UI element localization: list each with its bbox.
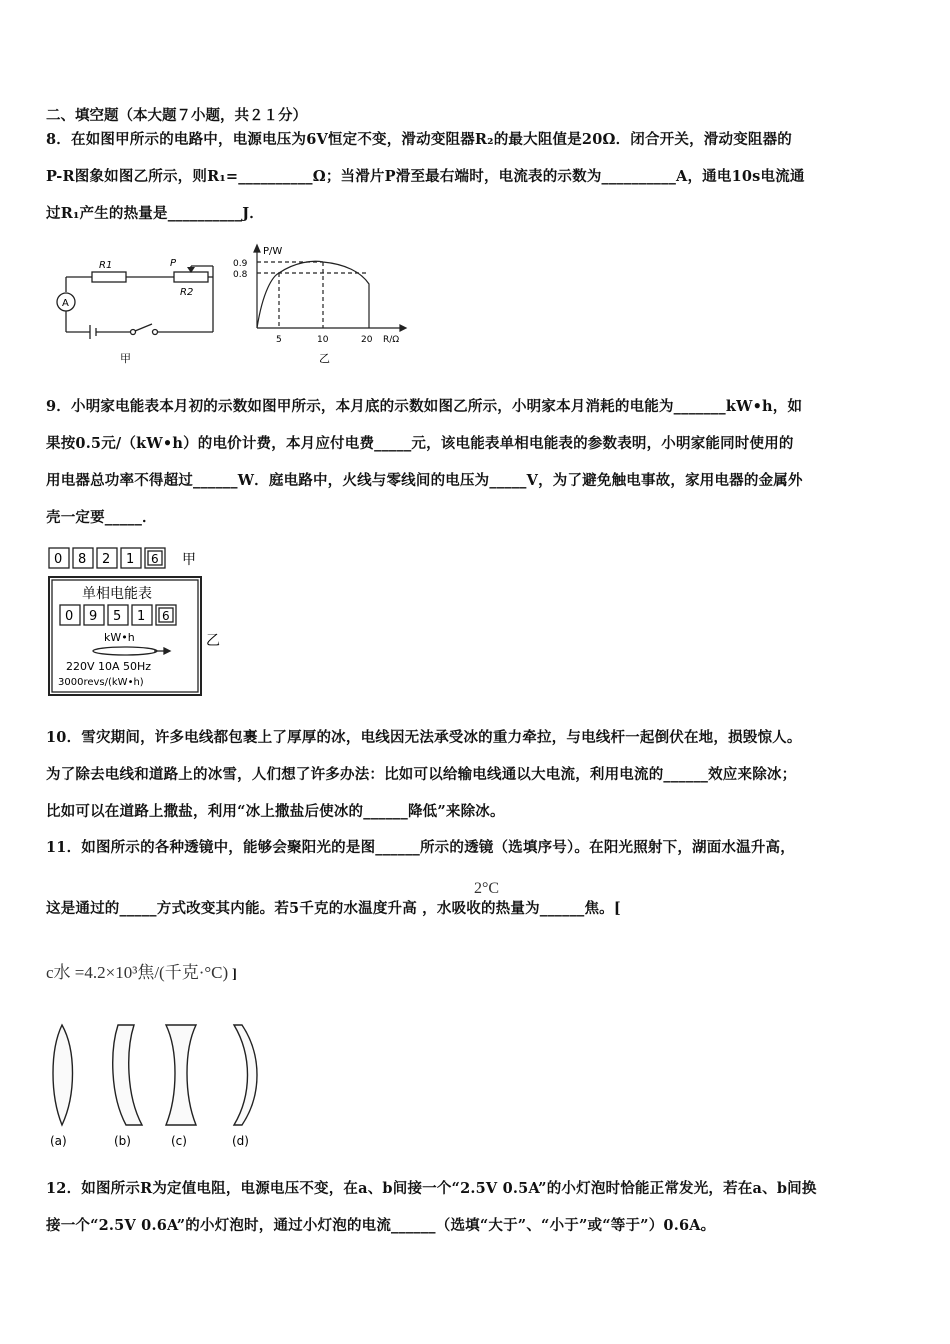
slider-p-label: P (170, 258, 177, 269)
ammeter-label: A (62, 298, 69, 309)
graph-xtick-20: 20 (361, 335, 373, 345)
meter-yi-title: 单相电能表 (82, 586, 152, 602)
lens-a (53, 1025, 73, 1125)
q10-line-1: 10．雪灾期间，许多电线都包裹上了厚厚的冰，电线因无法承受冰的重力牵拉，与电线杆一起倒伏在地，损毁惊人。 (46, 729, 802, 746)
temperature-rise: 2°C (474, 880, 500, 897)
q9-line-3: 用电器总功率不得超过______W．庭电路中，火线与零线间的电压为_____V，为了避免触电事故，家用电器的金属外 (46, 472, 803, 489)
meter-yi-digit-4: 1 (137, 609, 146, 624)
circuit-diagram (48, 252, 223, 367)
q8-line-2: P-R图象如图乙所示，则R₁=__________Ω；当滑片P滑至最右端时，电流表的示数为__________A，通电10s电流通 (46, 168, 805, 185)
lens-label-a: (a) (50, 1134, 67, 1148)
q11-line-1: 11．如图所示的各种透镜中，能够会聚阳光的是图______所示的透镜（选填序号）。在阳光照射下，湖面水温升高， (46, 839, 795, 856)
specific-heat-formula (46, 958, 237, 983)
lens-label-c: (c) (171, 1134, 187, 1148)
meter-jia-label: 甲 (182, 552, 196, 568)
formula-close-bracket: ] (232, 967, 237, 982)
pr-graph (225, 242, 420, 367)
meter-jia-digit-1: 0 (54, 552, 63, 567)
meter-yi-label: 乙 (206, 633, 220, 649)
meter-jia-digit-4: 1 (126, 552, 135, 567)
meter-yi-digit-1: 0 (65, 609, 74, 624)
graph-ytick-0-8: 0.8 (233, 270, 248, 280)
graph-caption: 乙 (319, 352, 330, 365)
specific-heat-text: c水 =4.2×10³焦/(千克·°C) (46, 963, 229, 982)
lens-b (113, 1025, 142, 1125)
meter-yi-unit: kW•h (104, 631, 135, 644)
q11-line-2: 这是通过的_____方式改变其内能。若5千克的水温度升高 ，水吸收的热量为______焦。[ (46, 900, 621, 917)
q12-line-2: 接一个“2.5V 0.6A”的小灯泡时，通过小灯泡的电流______（选填“大于”、“小于”或“等于”）0.6A。 (46, 1217, 716, 1234)
q9-line-1: 9．小明家电能表本月初的示数如图甲所示，本月底的示数如图乙所示，小明家本月消耗的电能为_______kW•h，如 (46, 398, 803, 415)
q10-line-2: 为了除去电线和道路上的冰雪，人们想了许多办法：比如可以给输电线通以大电流，利用电流的______效应来除冰； (46, 766, 797, 783)
q9-line-2: 果按0.5元/（kW•h）的电价计费，本月应付电费_____元，该电能表单相电能表的参数表明，小明家能同时使用的 (46, 435, 794, 452)
meter-yi-spec-2: 3000revs/(kW•h) (58, 677, 144, 688)
r1-label: R1 (99, 260, 113, 271)
graph-ytick-0-9: 0.9 (233, 259, 248, 269)
meter-yi-digit-5: 6 (162, 609, 170, 623)
lens-label-b: (b) (114, 1134, 131, 1148)
graph-ylabel: P/W (263, 246, 283, 257)
q12-line-1: 12．如图所示R为定值电阻，电源电压不变，在a、b间接一个“2.5V 0.5A”的小灯泡时恰能正常发光，若在a、b间换 (46, 1180, 817, 1197)
graph-xlabel: R/Ω (383, 335, 400, 345)
section-title: 二、填空题（本大题７小题，共２１分） (46, 107, 307, 124)
meter-jia-digit-5: 6 (151, 552, 159, 566)
lens-label-d: (d) (232, 1134, 249, 1148)
meter-yi-digit-3: 5 (113, 609, 122, 624)
meter-jia-digit-2: 8 (78, 552, 87, 567)
energy-meter-figure (46, 545, 226, 697)
q9-line-4: 壳一定要_____． (46, 509, 157, 526)
graph-xtick-5: 5 (276, 335, 282, 345)
meter-yi-digit-2: 9 (89, 609, 98, 624)
lens-figure (46, 1015, 276, 1150)
lens-d (234, 1025, 257, 1125)
q8-line-3: 过R₁产生的热量是__________J． (46, 205, 264, 222)
meter-jia-digit-3: 2 (102, 552, 111, 567)
r2-label: R2 (180, 287, 194, 298)
graph-xtick-10: 10 (317, 335, 329, 345)
circuit-caption: 甲 (120, 352, 131, 365)
lens-c (166, 1025, 196, 1125)
q10-line-3: 比如可以在道路上撒盐，利用“冰上撒盐后使冰的______降低”来除冰。 (46, 803, 505, 820)
meter-yi-spec-1: 220V 10A 50Hz (66, 660, 152, 673)
q8-line-1: 8．在如图甲所示的电路中，电源电压为6V恒定不变，滑动变阻器R₂的最大阻值是20Ω．闭合开关，滑动变阻器的 (46, 131, 793, 148)
